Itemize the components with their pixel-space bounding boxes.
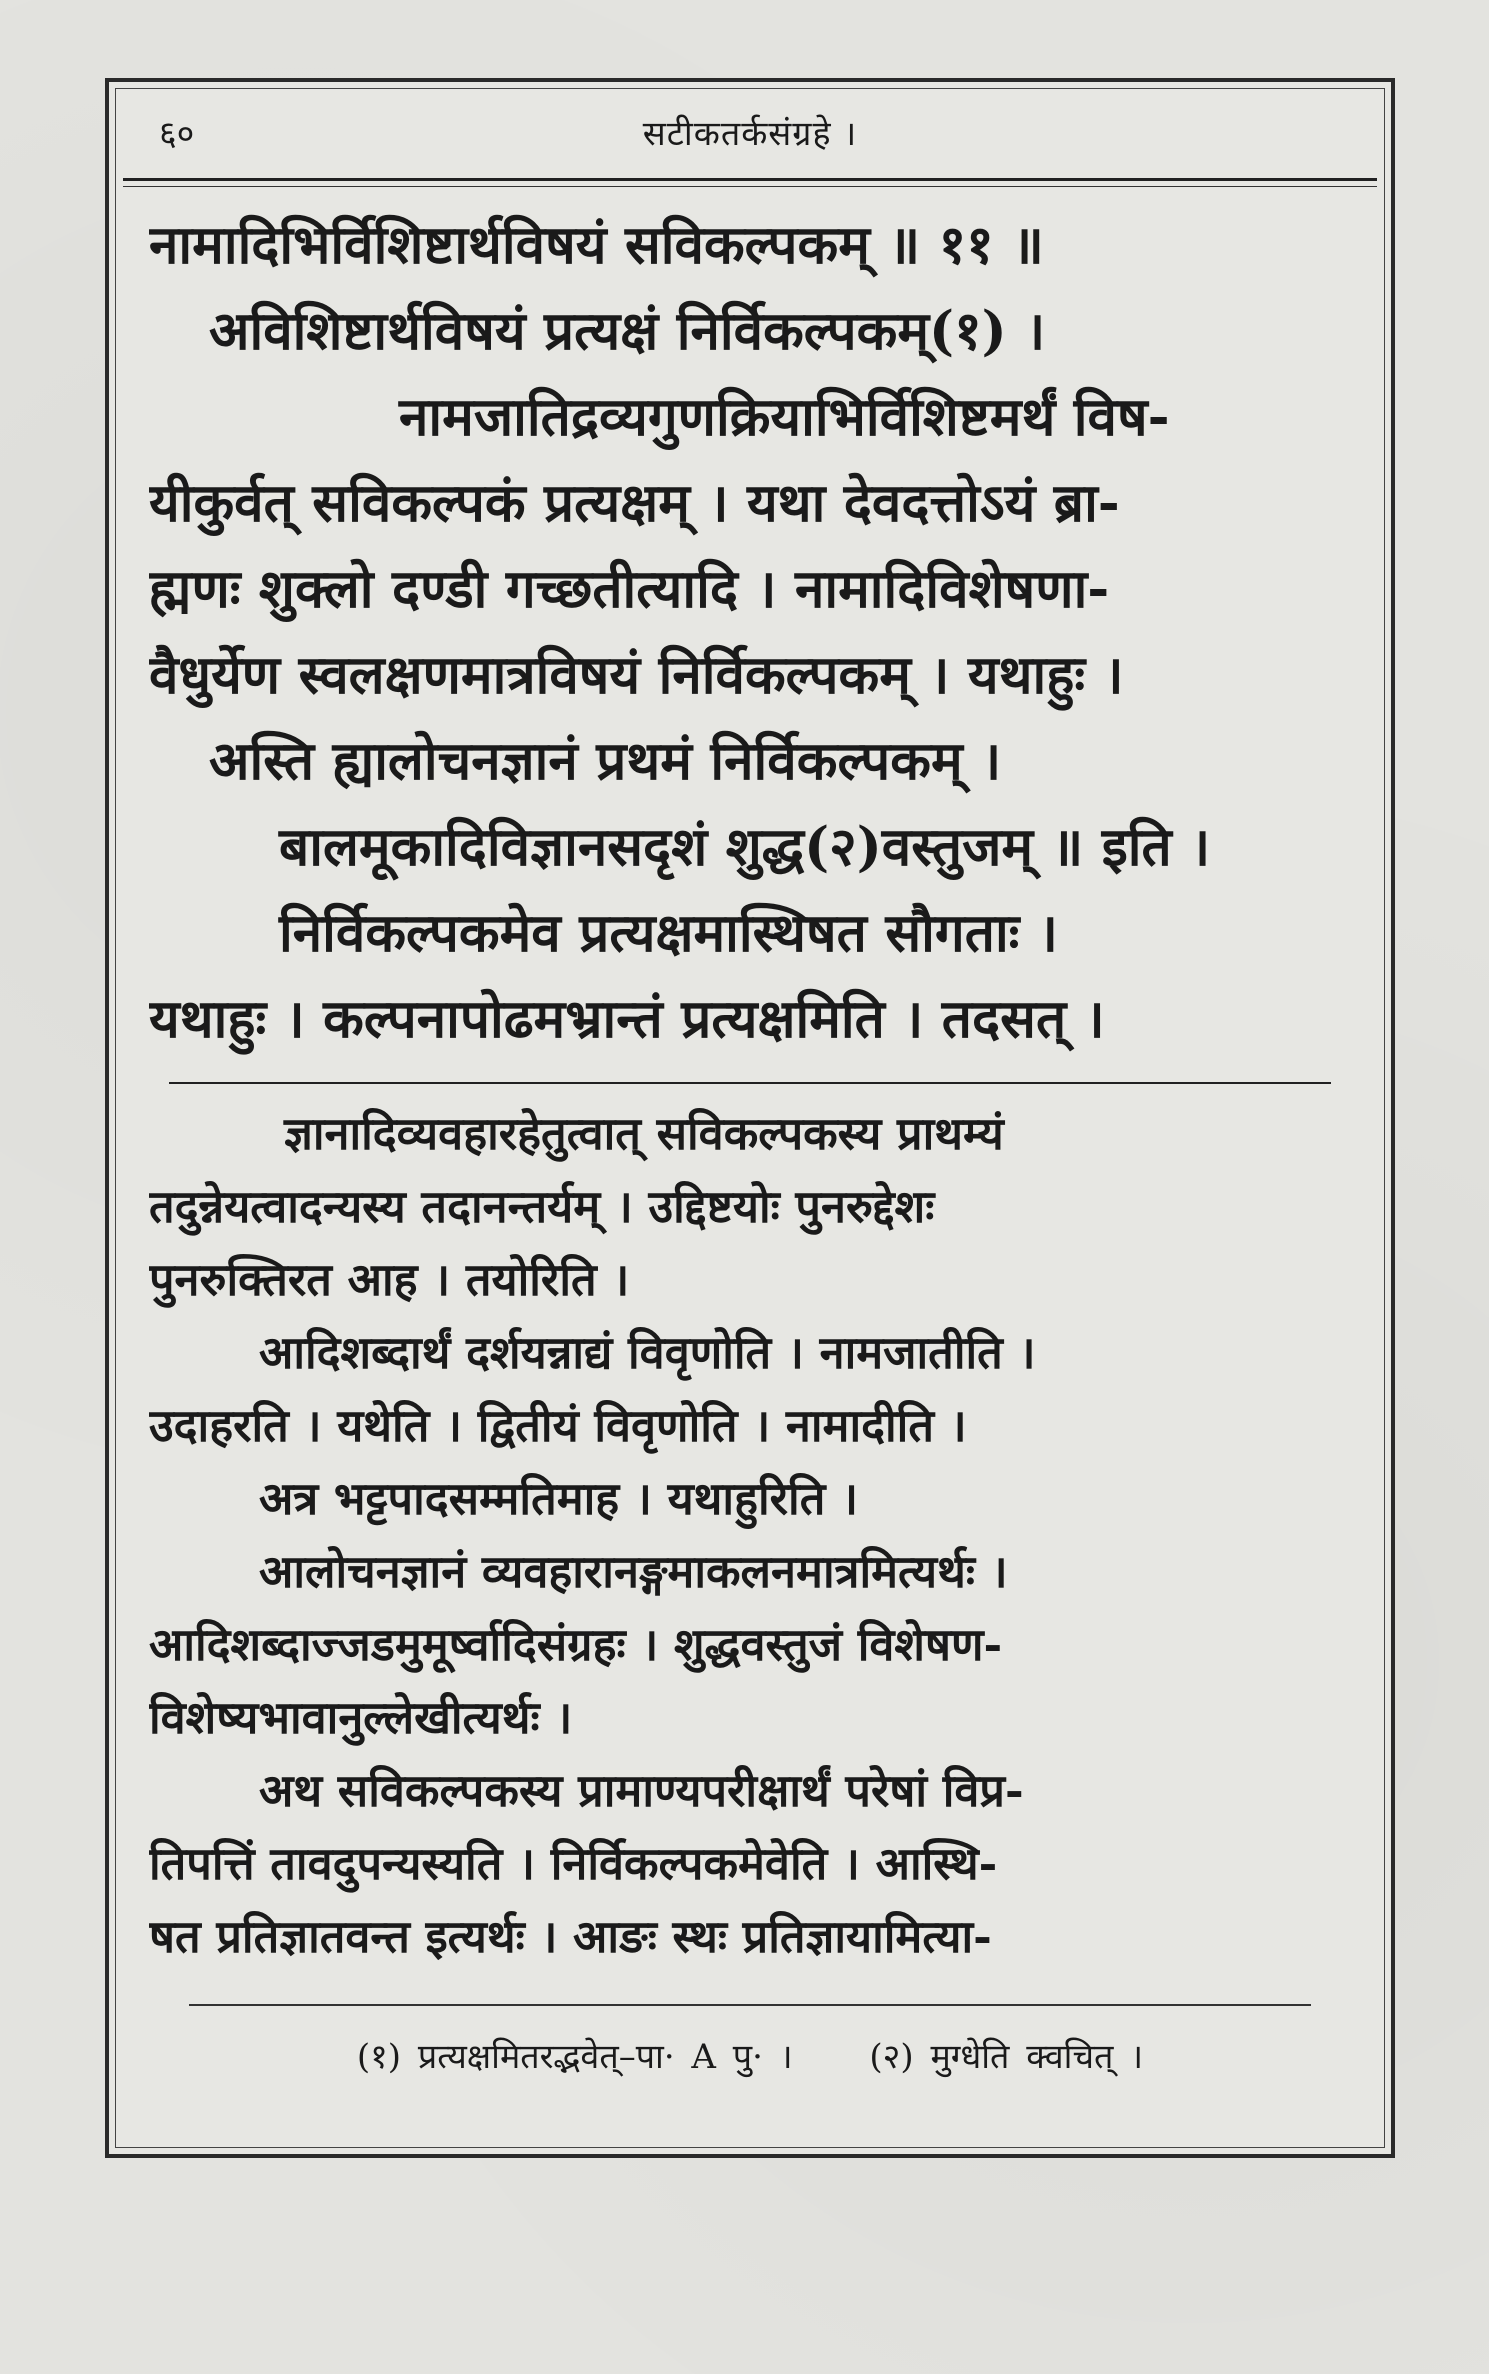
footnote-2: (२) मुग्धेति क्वचित् । (869, 2037, 1144, 2077)
footnote-rule (189, 2004, 1311, 2006)
mula-line: नामादिभिर्विशिष्टार्थविषयं सविकल्पकम् ॥ ११ ॥ (149, 214, 1044, 276)
mula-text-block (149, 202, 1351, 1062)
footnotes (149, 2027, 1351, 2087)
mula-line: यथाहुः । कल्पनापोढमभ्रान्तं प्रत्यक्षमिति । तदसत् । (149, 988, 1105, 1050)
tika-line: आलोचनज्ञानं व्यवहारानङ्गमाकलनमात्रमित्यर्थः । (259, 1545, 1008, 1598)
tika-line: आदिशब्दार्थं दर्शयन्नाद्यं विवृणोति । नामजातीति । (259, 1326, 1036, 1379)
page-header (149, 104, 1351, 164)
mula-line: बालमूकादिविज्ञानसदृशं शुद्ध(२)वस्तुजम् ॥ इति । (279, 816, 1211, 878)
tika-line: विशेष्यभावानुल्लेखीत्यर्थः । (149, 1691, 573, 1744)
tika-line: पुनरुक्तिरत आह । तयोरिति । (149, 1253, 630, 1306)
mula-line: नामजातिद्रव्यगुणक्रियाभिर्विशिष्टमर्थं विष- (399, 386, 1170, 448)
tika-line: ज्ञानादिव्यवहारहेतुत्वात् सविकल्पकस्य प्राथम्यं (284, 1107, 1004, 1160)
tika-line: तिपत्तिं तावदुपन्यस्यति । निर्विकल्पकमेवेति । आस्थि- (149, 1837, 998, 1890)
page-frame (105, 78, 1395, 2158)
footnote-1: (१) प्रत्यक्षमितरद्भवेत्–पा· A पु· । (356, 2037, 793, 2077)
tika-line: उदाहरति । यथेति । द्वितीयं विवृणोति । नामादीति । (149, 1399, 967, 1452)
mula-line: यीकुर्वत् सविकल्पकं प्रत्यक्षम् । यथा देवदत्तोऽयं ब्रा- (149, 472, 1120, 534)
tika-line: अत्र भट्टपादसम्मतिमाह । यथाहुरिति । (259, 1472, 859, 1525)
mula-line: अविशिष्टार्थविषयं प्रत्यक्षं निर्विकल्पकम्(१) । (209, 300, 1046, 362)
mula-line: ह्मणः शुक्लो दण्डी गच्छतीत्यादि । नामादिविशेषणा- (149, 558, 1110, 620)
tika-text-block (149, 1097, 1351, 1973)
tika-line: तदुन्नेयत्वादन्यस्य तदानन्तर्यम् । उद्दिष्टयोः पुनरुद्देशः (149, 1180, 935, 1233)
header-rule-thin (123, 186, 1377, 187)
tika-line: षत प्रतिज्ञातवन्त इत्यर्थः । आङः स्थः प्रतिज्ञायामित्या- (149, 1910, 992, 1963)
section-divider (169, 1082, 1331, 1084)
mula-line: वैधुर्येण स्वलक्षणमात्रविषयं निर्विकल्पकम् । यथाहुः । (149, 644, 1124, 706)
tika-line: आदिशब्दाज्जडमुमूर्ष्वादिसंग्रहः । शुद्धवस्तुजं विशेषण- (149, 1618, 1003, 1671)
mula-line: अस्ति ह्यालोचनज्ञानं प्रथमं निर्विकल्पकम् । (209, 730, 1002, 792)
page-number: ६० (159, 114, 195, 154)
tika-line: अथ सविकल्पकस्य प्रामाण्यपरीक्षार्थं परेषां विप्र- (259, 1764, 1024, 1817)
running-title: सटीकतर्कसंग्रहे । (642, 114, 858, 154)
mula-line: निर्विकल्पकमेव प्रत्यक्षमास्थिषत सौगताः । (279, 902, 1058, 964)
header-rule (123, 178, 1377, 181)
